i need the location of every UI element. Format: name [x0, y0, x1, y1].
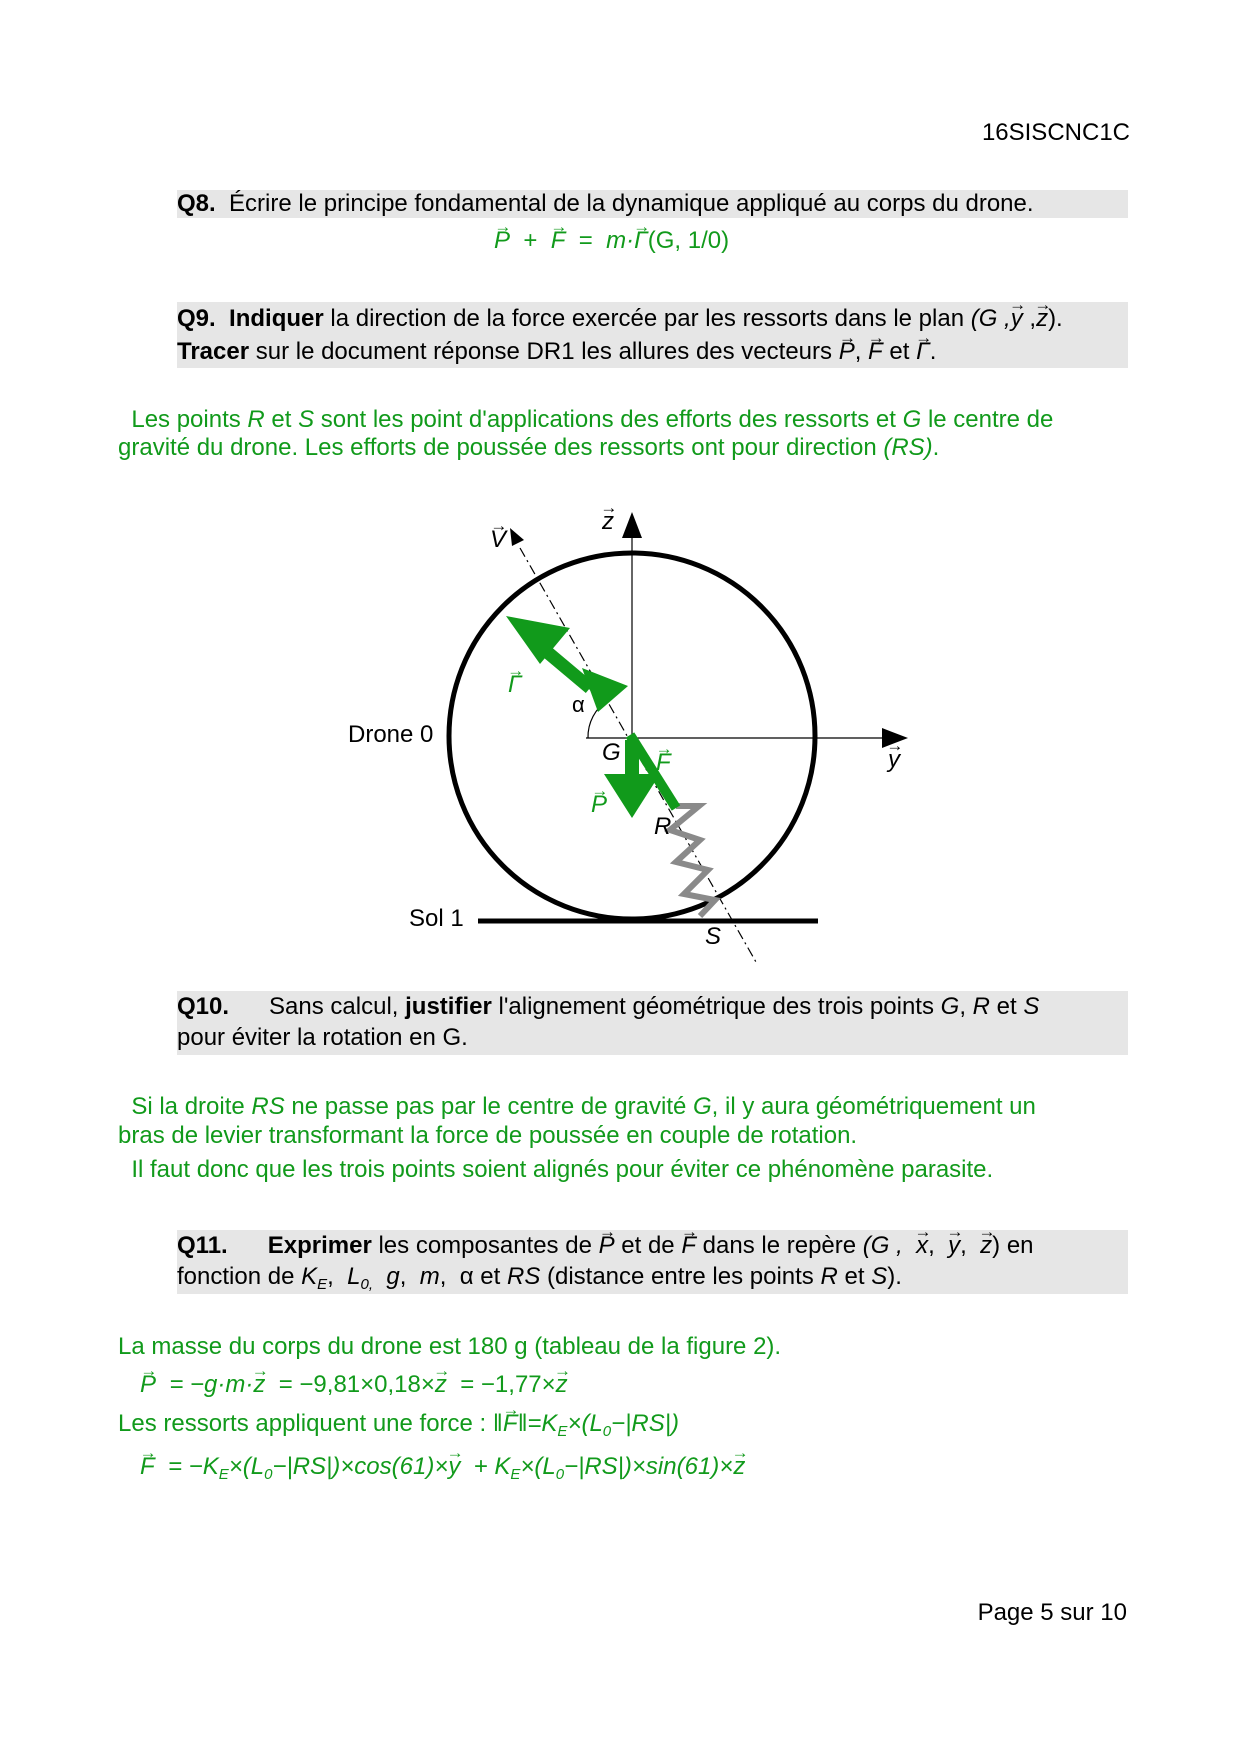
- q11-et: et: [837, 1263, 872, 1290]
- vector-p: → P: [839, 335, 855, 368]
- a10-line-3: Il faut donc que les trois points soient alignés pour éviter ce phénomène parasite.: [131, 1156, 994, 1183]
- vector-y: → y: [948, 1230, 960, 1261]
- question-q10: [177, 991, 1128, 1055]
- label-z: → z: [602, 507, 614, 537]
- q11-text-4: fonction de: [177, 1263, 302, 1290]
- q9-et: et: [882, 338, 917, 365]
- a9-text-3: le centre de: [921, 406, 1054, 433]
- q10-line-2: pour éviter la rotation en G.: [177, 1024, 468, 1051]
- a11-spring-force-line: Les ressorts appliquent une force : ‖→ $F‖=K_E\times(L_0-|RS|)$: [118, 1409, 679, 1447]
- label-drone: Drone 0: [348, 721, 434, 748]
- q11-frame-close: ): [992, 1232, 1001, 1259]
- q10-text-1: Sans calcul,: [269, 993, 406, 1020]
- q10-text-2: l'alignement géométrique des trois points: [491, 993, 941, 1020]
- axis-z-arrowhead: [622, 512, 642, 538]
- a10-text-1: Si la droite: [131, 1093, 252, 1120]
- q10-point-r: R: [972, 993, 990, 1020]
- a10-text-3: , il y aura géométriquement un: [711, 1093, 1036, 1120]
- plus-sign: +: [523, 227, 538, 254]
- a10-rs: RS: [251, 1093, 285, 1120]
- label-alpha: α: [572, 692, 585, 717]
- spring-zigzag: [670, 806, 715, 916]
- q11-k-sub: E: [317, 1276, 328, 1293]
- a9-text-1: Les points: [131, 406, 248, 433]
- vector-z: → z: [980, 1230, 992, 1261]
- q11-text-2: et de: [614, 1232, 682, 1259]
- q11-text-6: (distance entre les points: [540, 1263, 821, 1290]
- a11-f-vector-equation: → $F = -K_E\times(L_0-|RS|)\times\cos(61)\times\to y + K_E\times(L_0-|RS|)\times\sin(61)\times\to z$: [140, 1452, 745, 1490]
- mass-symbol: m·: [606, 227, 635, 254]
- q9-text-2: sur le document réponse DR1 les allures des vecteurs: [249, 338, 839, 365]
- vector-gamma: → Γ: [916, 335, 930, 368]
- q10-point-g: G: [940, 993, 960, 1020]
- q11-number: Q11.: [177, 1232, 228, 1259]
- document-code: 16SISCNC1C: [981, 119, 1130, 146]
- a9-text-5: .: [932, 434, 940, 461]
- q11-frame-open: (G ,: [862, 1232, 903, 1259]
- equals-sign: =: [578, 227, 593, 254]
- q11-g: g: [386, 1263, 400, 1290]
- q10-et: et: [990, 993, 1024, 1020]
- vector-f: → F: [681, 1230, 696, 1261]
- vector-f: → F: [868, 335, 883, 368]
- q11-l: L: [347, 1263, 361, 1290]
- a10-text-2: ne passe pas par le centre de gravité: [284, 1093, 693, 1120]
- a10-line-2: bras de levier transformant la force de poussée en couple de rotation.: [118, 1122, 858, 1149]
- q11-alpha: α: [459, 1263, 474, 1290]
- vector-z: → z: [1036, 302, 1048, 335]
- q9-dot: .: [929, 338, 937, 365]
- p-vector-head: [604, 774, 660, 818]
- label-r: R: [654, 813, 672, 840]
- q10-verb: justifier: [405, 993, 492, 1020]
- q11-rs: RS: [506, 1263, 541, 1290]
- q11-text-5: et: [473, 1263, 507, 1290]
- vector-y: → y: [1011, 302, 1023, 335]
- a11-mass-line: La masse du corps du drone est 180 g (tableau de la figure 2).: [118, 1333, 782, 1360]
- page-number: Page 5 sur 10: [977, 1599, 1127, 1626]
- q9-verb-indiquer: Indiquer: [229, 305, 324, 332]
- q11-k: K: [301, 1263, 318, 1290]
- a10-g: G: [693, 1093, 712, 1120]
- vector-p: → P: [494, 226, 510, 256]
- q11-r: R: [820, 1263, 838, 1290]
- a9-text-2: sont les point d'applications des efforts des ressorts et: [314, 406, 903, 433]
- a9-point-r: R: [247, 406, 265, 433]
- gamma-args: (G, 1/0): [647, 227, 730, 254]
- f-small-head: [582, 668, 628, 712]
- answer-q10: [118, 1092, 1128, 1184]
- q10-comma: ,: [959, 993, 973, 1020]
- label-gamma: → Γ: [508, 670, 522, 700]
- q11-en: en: [1000, 1232, 1034, 1259]
- q10-number: Q10.: [177, 993, 230, 1020]
- q11-comma: ,: [928, 1232, 935, 1259]
- v-arrowhead: [510, 528, 524, 546]
- q9-sep: ,: [854, 338, 869, 365]
- q11-text-1: les composantes de: [371, 1232, 599, 1259]
- q9-text-1: la direction de la force exercée par les ressorts dans le plan: [323, 305, 971, 332]
- q11-s: S: [871, 1263, 888, 1290]
- q11-text-7: ).: [887, 1263, 902, 1290]
- q11-comma: ,: [960, 1232, 967, 1259]
- vector-f: → F: [551, 226, 566, 256]
- label-g: G: [602, 739, 621, 766]
- vector-x: → x: [916, 1230, 928, 1261]
- vector-gamma: → Γ: [634, 226, 648, 256]
- q9-plane-close: ).: [1048, 305, 1063, 332]
- label-s: S: [705, 923, 722, 950]
- a9-rs-direction: (RS): [883, 434, 933, 461]
- q11-text-3: dans le repère: [696, 1232, 863, 1259]
- label-sol: Sol 1: [409, 905, 464, 932]
- a9-et: et: [264, 406, 299, 433]
- a9-point-s: S: [298, 406, 315, 433]
- q8-text: Écrire le principe fondamental de la dynamique appliqué au corps du drone.: [229, 190, 1034, 217]
- q11-l-sub: 0,: [360, 1276, 374, 1293]
- label-v: → V: [490, 525, 506, 555]
- q9-number: Q9.: [177, 305, 216, 332]
- label-f: → F: [656, 748, 671, 778]
- q11-m: m: [419, 1263, 440, 1290]
- question-q11: Q11. Exprimer les composantes de → P et de → F dans le repère (G , → x, → y, → z) en fonction de $K_E$, $L_{0,}$ g, m, α et RS (distance entre les points R et S).: [177, 1230, 1128, 1294]
- a11-weight-equation: → P = −g·m·→ z = −9,81×0,18×→ z = −1,77×→ z: [140, 1370, 568, 1400]
- label-p: → P: [591, 790, 607, 820]
- a9-point-g: G: [902, 406, 922, 433]
- label-y: → y: [888, 745, 900, 775]
- q11-verb: Exprimer: [267, 1232, 372, 1259]
- q10-point-s: S: [1023, 993, 1040, 1020]
- q9-plane-open: (G ,: [970, 305, 1011, 332]
- vector-p: → P: [599, 1230, 615, 1261]
- q9-comma: ,: [1022, 305, 1037, 332]
- a9-text-4: gravité du drone. Les efforts de poussée des ressorts ont pour direction: [118, 434, 884, 461]
- q8-number: Q8.: [177, 190, 216, 217]
- q9-verb-tracer: Tracer: [177, 338, 250, 365]
